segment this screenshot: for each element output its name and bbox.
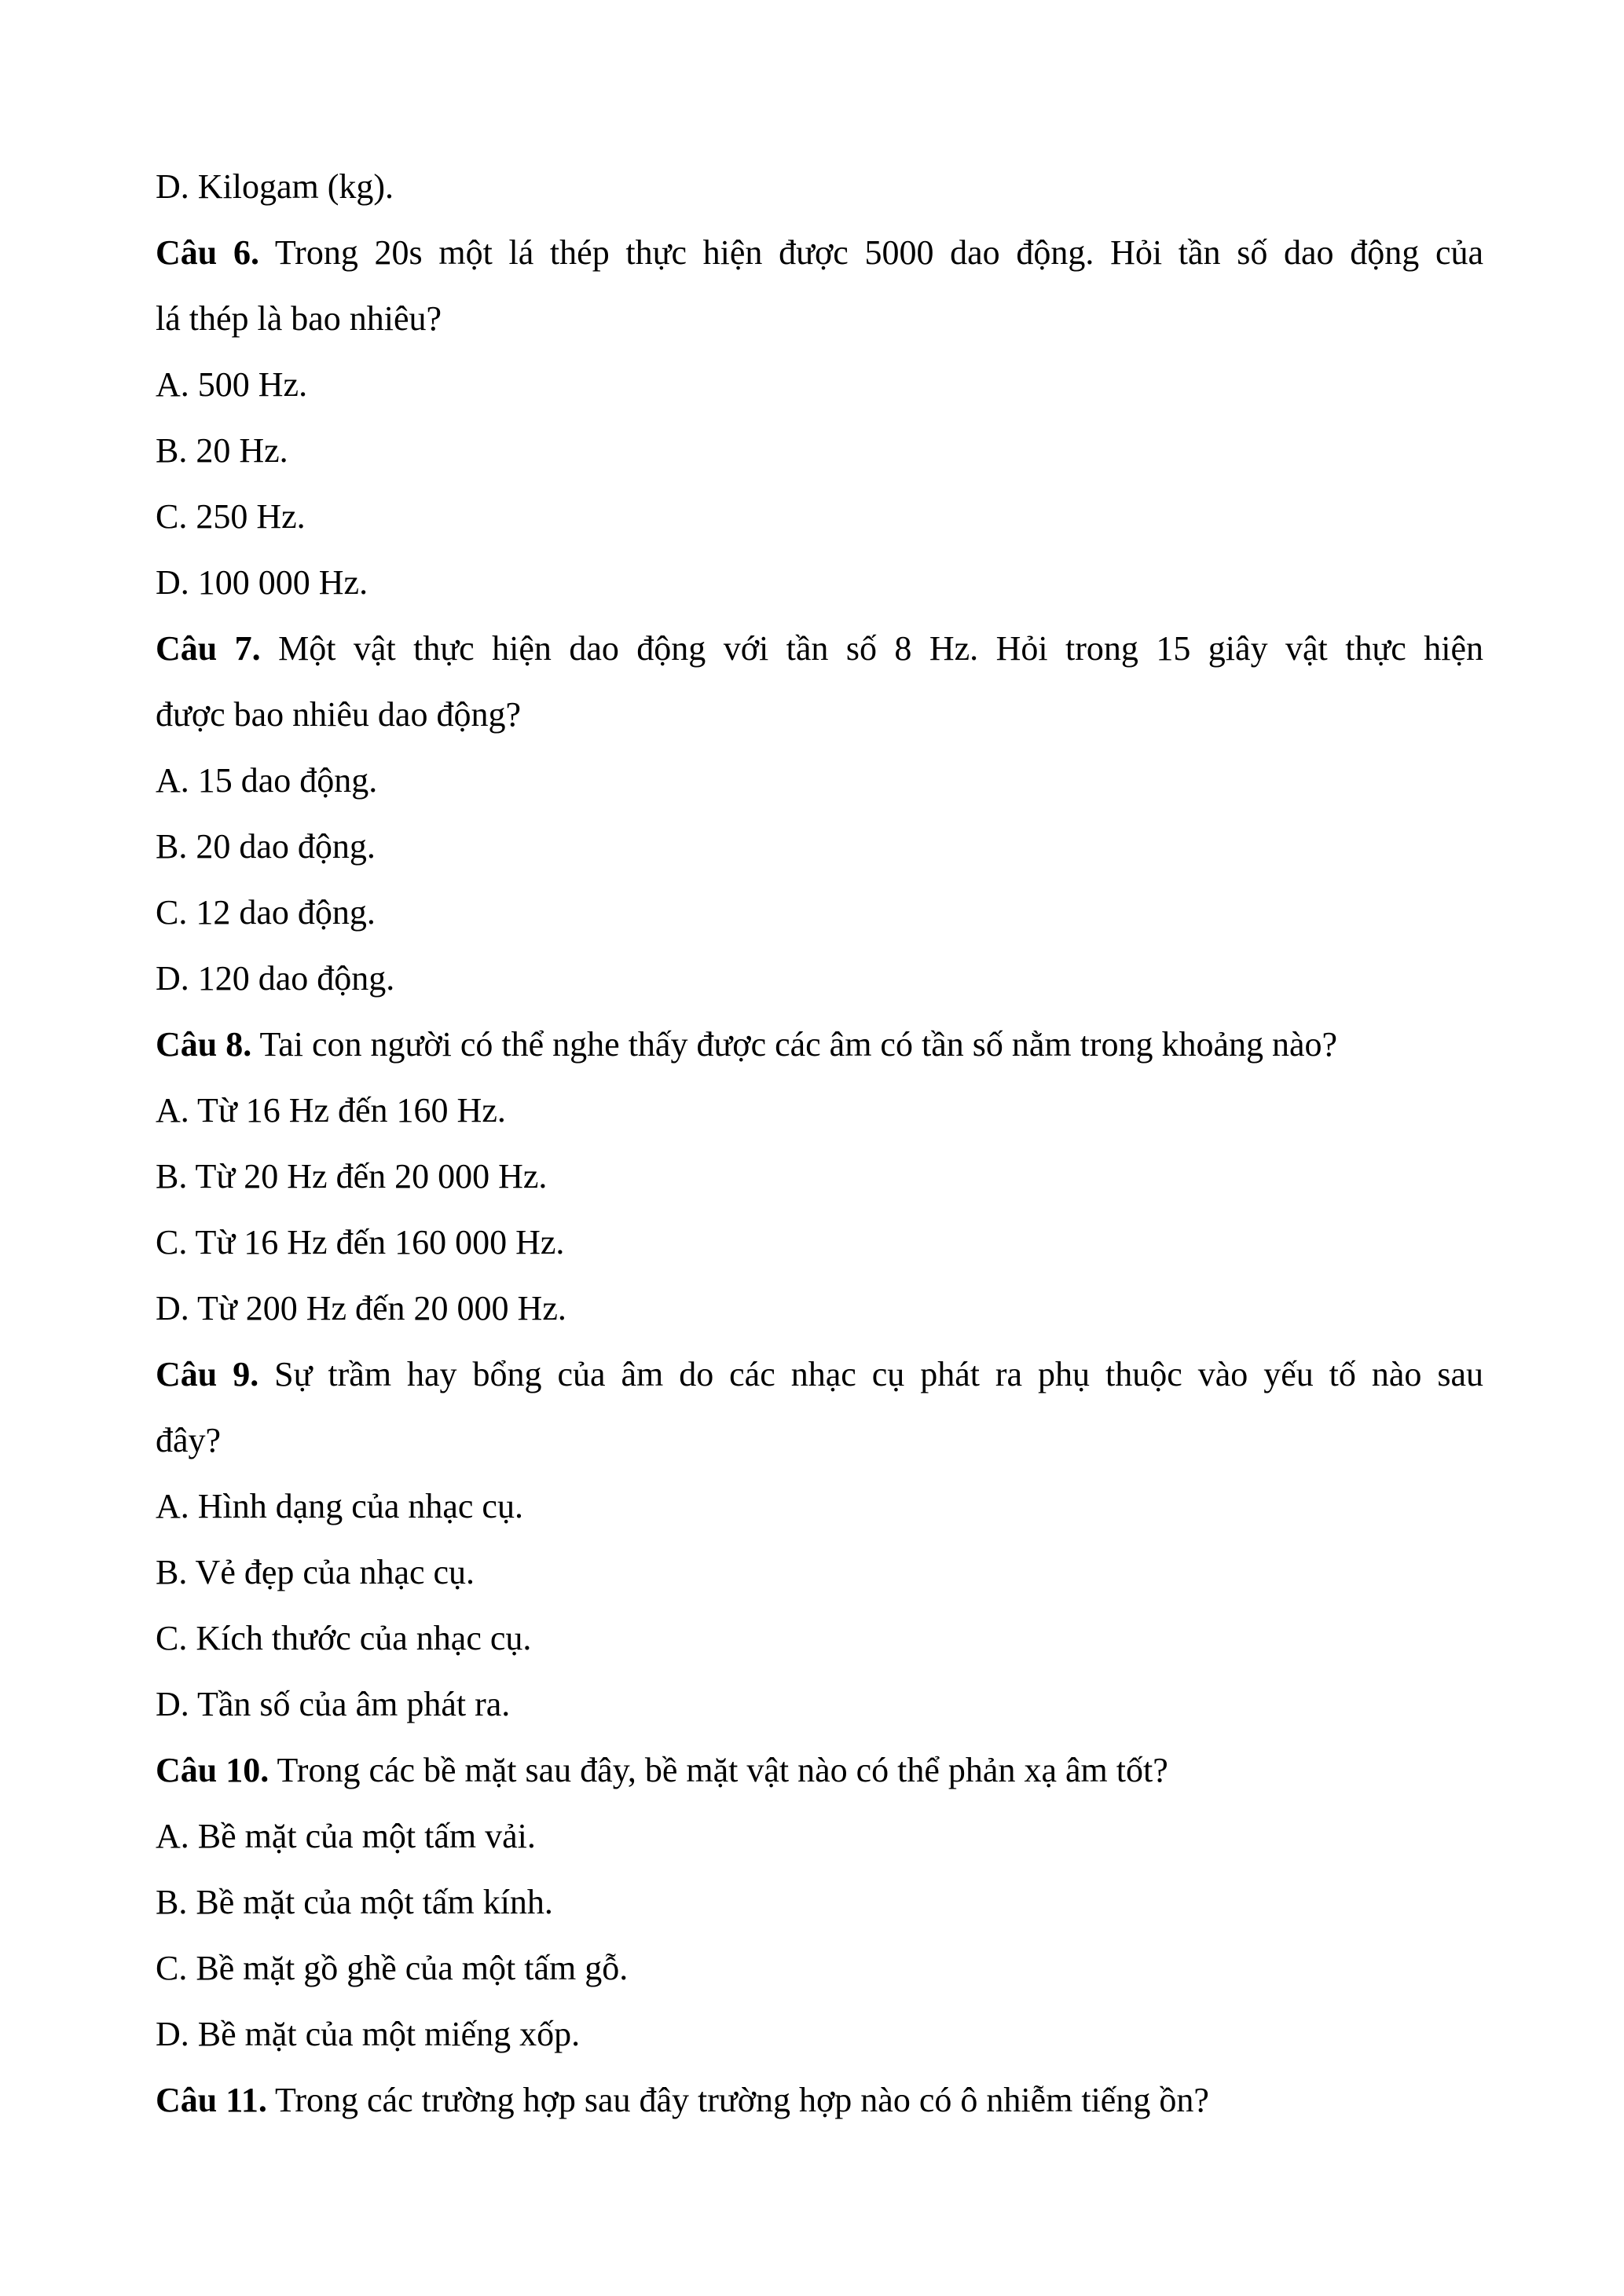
question-6-line1 — [156, 220, 1483, 286]
question-7-line2: được bao nhiêu dao động? — [156, 695, 521, 734]
question-11-text: Trong các trường hợp sau đây trường hợp nào có ô nhiễm tiếng ồn? — [266, 2081, 1209, 2119]
question-8-option-b: B. Từ 20 Hz đến 20 000 Hz. — [156, 1157, 548, 1196]
question-10-option-d: D. Bề mặt của một miếng xốp. — [156, 2015, 581, 2053]
question-9-line1 — [156, 1342, 1483, 1408]
question-10-text: Trong các bề mặt sau đây, bề mặt vật nào có thể phản xạ âm tốt? — [269, 1751, 1168, 1789]
question-10-line1 — [156, 1738, 1483, 1803]
question-6-text: Trong 20s một lá thép thực hiện được 5000 dao động. Hỏi tần số dao động của — [258, 233, 1484, 272]
question-9-option-a: A. Hình dạng của nhạc cụ. — [156, 1487, 523, 1525]
question-9-line2: đây? — [156, 1421, 222, 1459]
question-7-number: Câu 7. — [156, 629, 261, 668]
question-6-line2: lá thép là bao nhiêu? — [156, 299, 442, 338]
question-8-text: Tai con người có thể nghe thấy được các âm có tần số nằm trong khoảng nào? — [251, 1025, 1338, 1064]
question-8-option-d: D. Từ 200 Hz đến 20 000 Hz. — [156, 1289, 566, 1327]
question-7-option-b: B. 20 dao động. — [156, 827, 376, 866]
question-7-option-d: D. 120 dao động. — [156, 959, 395, 998]
document-page — [156, 154, 1483, 2133]
question-8-line1 — [156, 1012, 1483, 1078]
question-9-number: Câu 9. — [156, 1355, 259, 1393]
question-7-line1 — [156, 616, 1483, 682]
question-6-option-d: D. 100 000 Hz. — [156, 563, 368, 602]
question-8-number: Câu 8. — [156, 1025, 252, 1064]
question-11-number: Câu 11. — [156, 2081, 267, 2119]
question-10-number: Câu 10. — [156, 1751, 269, 1789]
option-d-previous: D. Kilogam (kg). — [156, 167, 394, 206]
question-6-option-c: C. 250 Hz. — [156, 497, 306, 536]
question-6-number: Câu 6. — [156, 233, 259, 272]
question-7-option-a: A. 15 dao động. — [156, 761, 378, 800]
question-6-option-a: A. 500 Hz. — [156, 365, 308, 404]
question-6-option-b: B. 20 Hz. — [156, 431, 288, 470]
question-10-option-a: A. Bề mặt của một tấm vải. — [156, 1817, 536, 1855]
question-8-option-c: C. Từ 16 Hz đến 160 000 Hz. — [156, 1223, 565, 1262]
question-10-option-b: B. Bề mặt của một tấm kính. — [156, 1883, 553, 1921]
question-9-option-c: C. Kích thước của nhạc cụ. — [156, 1619, 532, 1657]
question-11-line1 — [156, 2067, 1483, 2133]
question-7-option-c: C. 12 dao động. — [156, 893, 376, 932]
question-9-text: Sự trầm hay bổng của âm do các nhạc cụ phát ra phụ thuộc vào yếu tố nào sau — [258, 1355, 1483, 1393]
question-9-option-b: B. Vẻ đẹp của nhạc cụ. — [156, 1553, 475, 1591]
question-8-option-a: A. Từ 16 Hz đến 160 Hz. — [156, 1091, 506, 1130]
question-10-option-c: C. Bề mặt gồ ghề của một tấm gỗ. — [156, 1949, 629, 1987]
question-9-option-d: D. Tần số của âm phát ra. — [156, 1685, 511, 1723]
question-7-text: Một vật thực hiện dao động với tần số 8 Hz. Hỏi trong 15 giây vật thực hiện — [260, 629, 1483, 668]
